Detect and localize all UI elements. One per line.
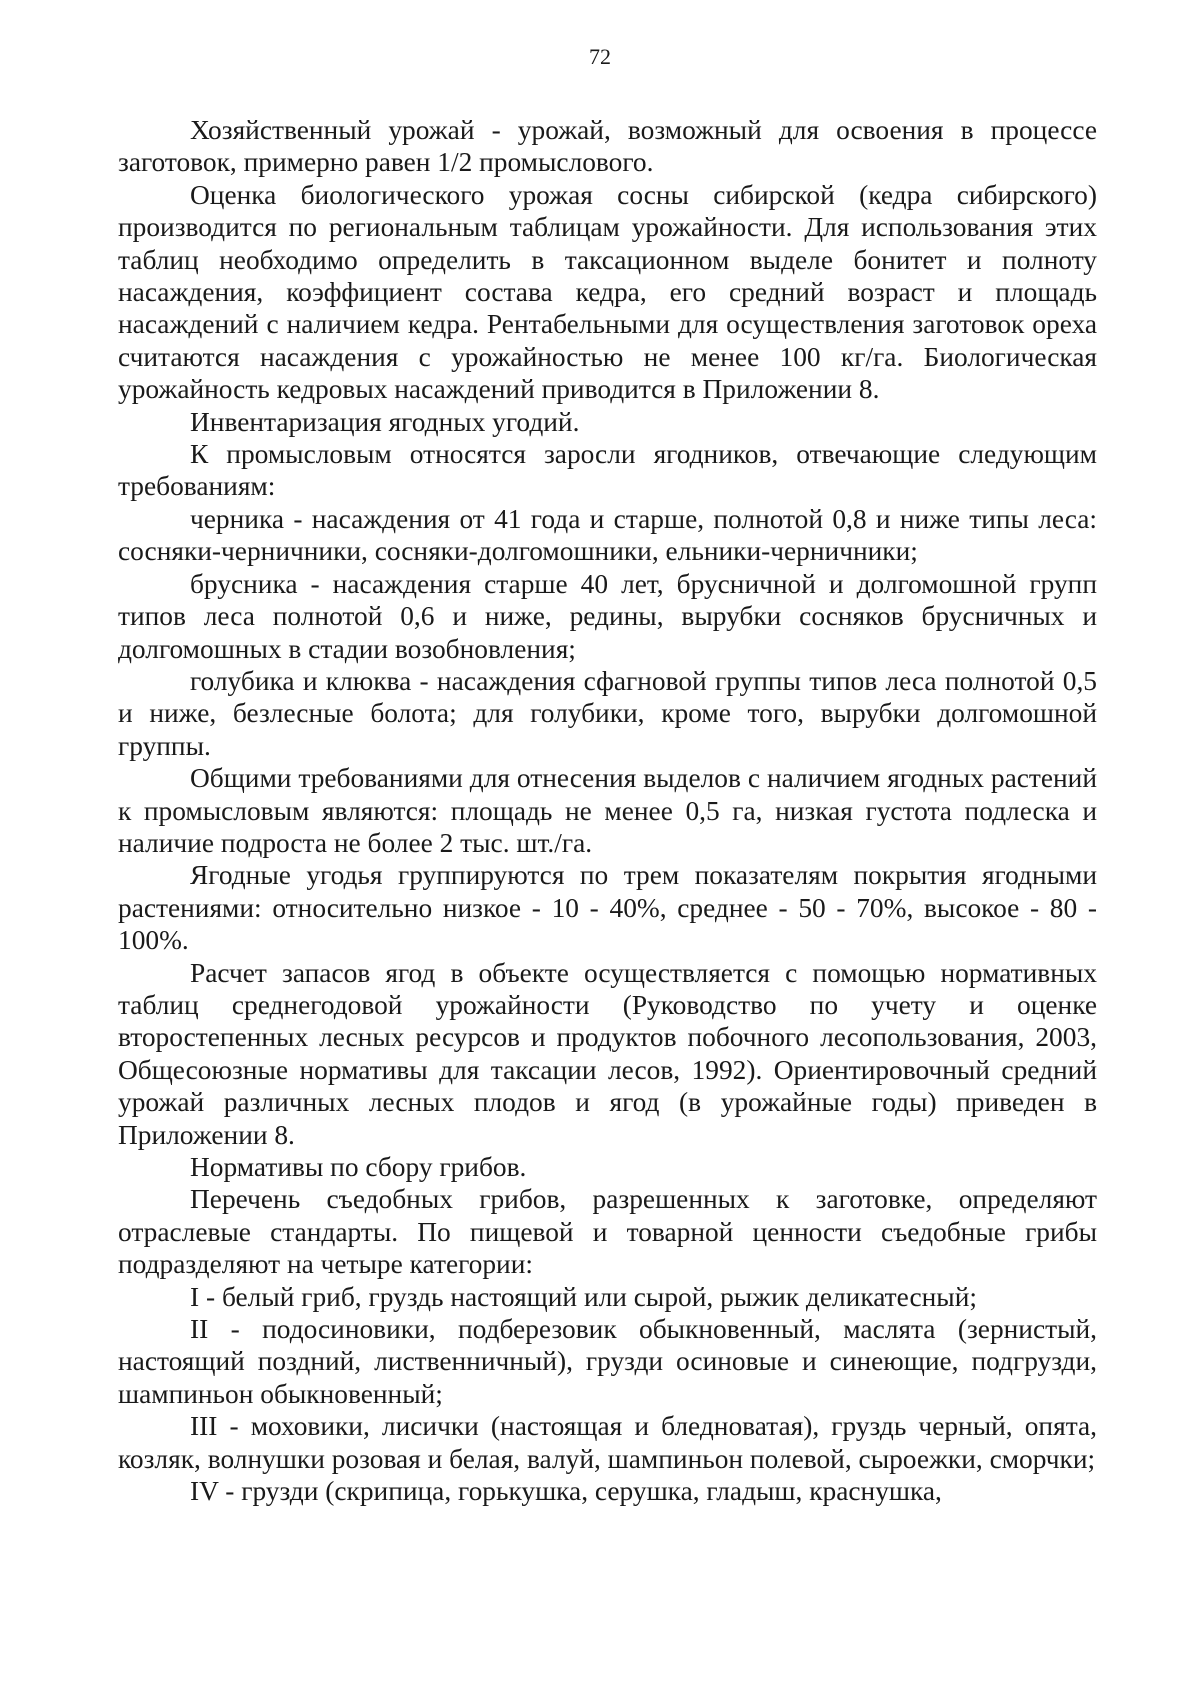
- paragraph-category-3: III - моховики, лисички (настоящая и бледноватая), груздь черный, опята, козляк, волнушки розовая и белая, валуй, шампиньон полевой, сыроежки, сморчки;: [118, 1411, 1097, 1474]
- paragraph-category-2: II - подосиновики, подберезовик обыкновенный, маслята (зернистый, настоящий поздний, лиственничный), грузди осиновые и синеющие, подгрузди, шампиньон обыкновенный;: [118, 1314, 1097, 1409]
- heading-mushroom-norms: Нормативы по сбору грибов.: [190, 1152, 527, 1182]
- paragraph-berry-requirements: К промысловым относятся заросли ягодников, отвечающие следующим требованиям:: [118, 439, 1097, 502]
- paragraph-category-1: I - белый гриб, груздь настоящий или сырой, рыжик деликатесный;: [190, 1281, 977, 1312]
- paragraph-mushroom-categories: Перечень съедобных грибов, разрешенных к заготовке, определяют отраслевые стандарты. По пищевой и товарной ценности съедобные грибы подразделяют на четыре категории:: [118, 1184, 1097, 1280]
- paragraph-general-requirements: Общими требованиями для отнесения выделов с наличием ягодных растений к промысловым являются: площадь не менее 0,5 га, низкая густота подлеска и наличие подроста не более 2 тыс. шт./га.: [118, 763, 1097, 858]
- paragraph-harvest-definition: Хозяйственный урожай - урожай, возможный для освоения в процессе заготовок, примерно равен 1/2 промыслового.: [118, 115, 1097, 178]
- paragraph-coverage-groups: Ягодные угодья группируются по трем показателям покрытия ягодными растениями: относительно низкое - 10 - 40%, среднее - 50 - 70%, высокое - 80 - 100%.: [118, 860, 1097, 956]
- paragraph-bilberry: черника - насаждения от 41 года и старше, полнотой 0,8 и ниже типы леса: сосняки-черничники, сосняки-долгомошники, ельники-черничники;: [118, 503, 1097, 567]
- page-number: 72: [589, 44, 611, 69]
- paragraph-cedar-yield: Оценка биологического урожая сосны сибирской (кедра сибирского) производится по региональным таблицам урожайности. Для использования этих таблиц необходимо определить в таксационном выделе бонитет и полноту насаждения, коэффициент состава кедра, его средний возраст и площадь насаждений с наличием кедра. Рентабельными для осуществления заготовок ореха считаются насаждения с урожайностью не менее 100 кг/га. Биологическая урожайность кедровых насаждений приводится в Приложении 8.: [118, 179, 1097, 405]
- paragraph-blueberry-cranberry: голубика и клюква - насаждения сфагновой группы типов леса полнотой 0,5 и ниже, безлесные болота; для голубики, кроме того, вырубки долгомошной группы.: [118, 665, 1097, 761]
- paragraph-berry-reserves: Расчет запасов ягод в объекте осуществляется с помощью нормативных таблиц среднегодовой урожайности (Руководство по учету и оценке второстепенных лесных ресурсов и продуктов побочного лесопользования, 2003, Общесоюзные нормативы для таксации лесов, 1992). Ориентировочный средний урожай различных лесных плодов и ягод (в урожайные годы) приведен в Приложении 8.: [118, 957, 1097, 1150]
- paragraph-category-4: IV - грузди (скрипица, горькушка, серушка, гладыш, краснушка,: [190, 1476, 942, 1507]
- document-body: [118, 114, 1097, 1507]
- paragraph-lingonberry: брусника - насаждения старше 40 лет, брусничной и долгомошной групп типов леса полнотой 0,6 и ниже, редины, вырубки сосняков брусничных и долгомошных в стадии возобновления;: [118, 568, 1097, 664]
- heading-berry-inventory: Инвентаризация ягодных угодий.: [190, 406, 580, 437]
